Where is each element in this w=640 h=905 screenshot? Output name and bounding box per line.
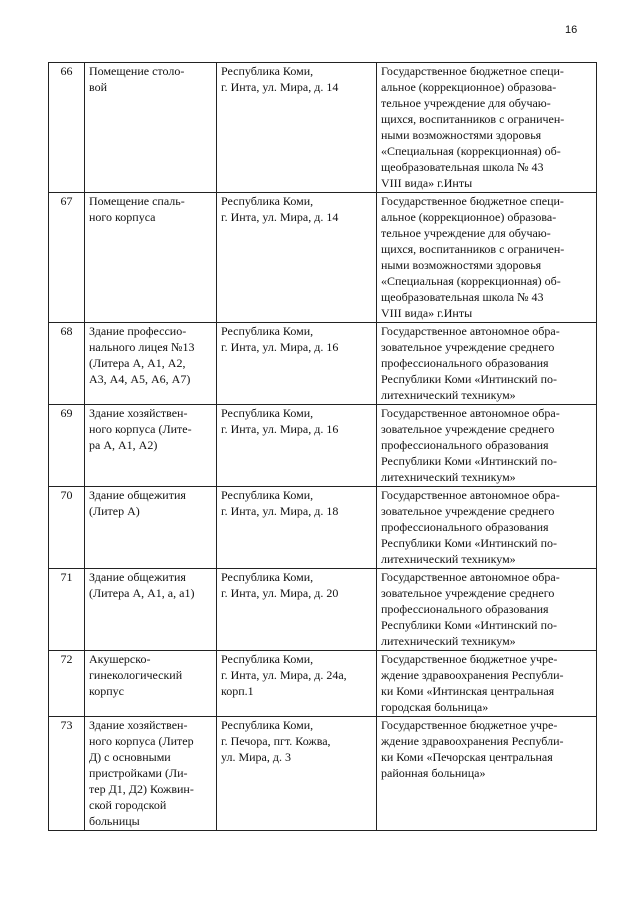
property-table	[48, 62, 597, 831]
object-name: Помещение столо- вой	[85, 63, 217, 193]
object-address: Республика Коми, г. Инта, ул. Мира, д. 14	[217, 193, 377, 323]
holder-organization: Государственное автономное обра- зовательное учреждение среднего профессионального образования Республики Коми «Интинский по- литехнический техникум»	[377, 405, 597, 487]
object-name: Здание общежития (Литер А)	[85, 487, 217, 569]
object-address: Республика Коми, г. Инта, ул. Мира, д. 20	[217, 569, 377, 651]
object-name: Здание профессио- нального лицея №13 (Литера А, А1, А2, А3, А4, А5, А6, А7)	[85, 323, 217, 405]
holder-organization: Государственное бюджетное учре- ждение здравоохранения Республи- ки Коми «Интинская центральная городская больница»	[377, 651, 597, 717]
object-name: Здание хозяйствен- ного корпуса (Литер Д) с основными пристройками (Ли- тер Д1, Д2) Кожвин- ской городской больницы	[85, 717, 217, 831]
table-row	[49, 651, 597, 717]
holder-organization: Государственное автономное обра- зовательное учреждение среднего профессионального образования Республики Коми «Интинский по- литехнический техникум»	[377, 487, 597, 569]
holder-organization: Государственное автономное обра- зовательное учреждение среднего профессионального образования Республики Коми «Интинский по- литехнический техникум»	[377, 323, 597, 405]
object-address: Республика Коми, г. Инта, ул. Мира, д. 14	[217, 63, 377, 193]
table-row	[49, 63, 597, 193]
object-address: Республика Коми, г. Инта, ул. Мира, д. 16	[217, 405, 377, 487]
row-number: 66	[49, 63, 85, 193]
table-row	[49, 717, 597, 831]
object-address: Республика Коми, г. Печора, пгт. Кожва, ул. Мира, д. 3	[217, 717, 377, 831]
table-row	[49, 405, 597, 487]
row-number: 69	[49, 405, 85, 487]
page-number: 16	[565, 24, 578, 36]
holder-organization: Государственное автономное обра- зовательное учреждение среднего профессионального образования Республики Коми «Интинский по- литехнический техникум»	[377, 569, 597, 651]
row-number: 70	[49, 487, 85, 569]
row-number: 71	[49, 569, 85, 651]
row-number: 68	[49, 323, 85, 405]
object-name: Акушерско- гинекологический корпус	[85, 651, 217, 717]
object-address: Республика Коми, г. Инта, ул. Мира, д. 24а, корп.1	[217, 651, 377, 717]
table-row	[49, 569, 597, 651]
table-row	[49, 487, 597, 569]
table-row	[49, 323, 597, 405]
row-number: 67	[49, 193, 85, 323]
holder-organization: Государственное бюджетное учре- ждение здравоохранения Республи- ки Коми «Печорская центральная районная больница»	[377, 717, 597, 831]
holder-organization: Государственное бюджетное специ- альное (коррекционное) образова- тельное учреждение для обучаю- щихся, воспитанников с ограничен- ными возможностями здоровья «Специальная (коррекционная) об- щеобразовательная школа № 43 VIII вида» г.Инты	[377, 193, 597, 323]
row-number: 72	[49, 651, 85, 717]
holder-organization: Государственное бюджетное специ- альное (коррекционное) образова- тельное учреждение для обучаю- щихся, воспитанников с ограничен- ными возможностями здоровья «Специальная (коррекционная) об- щеобразовательная школа № 43 VIII вида» г.Инты	[377, 63, 597, 193]
object-address: Республика Коми, г. Инта, ул. Мира, д. 16	[217, 323, 377, 405]
row-number: 73	[49, 717, 85, 831]
object-name: Помещение спаль- ного корпуса	[85, 193, 217, 323]
table-row	[49, 193, 597, 323]
object-name: Здание хозяйствен- ного корпуса (Лите- ра А, А1, А2)	[85, 405, 217, 487]
object-name: Здание общежития (Литера А, А1, а, а1)	[85, 569, 217, 651]
object-address: Республика Коми, г. Инта, ул. Мира, д. 18	[217, 487, 377, 569]
